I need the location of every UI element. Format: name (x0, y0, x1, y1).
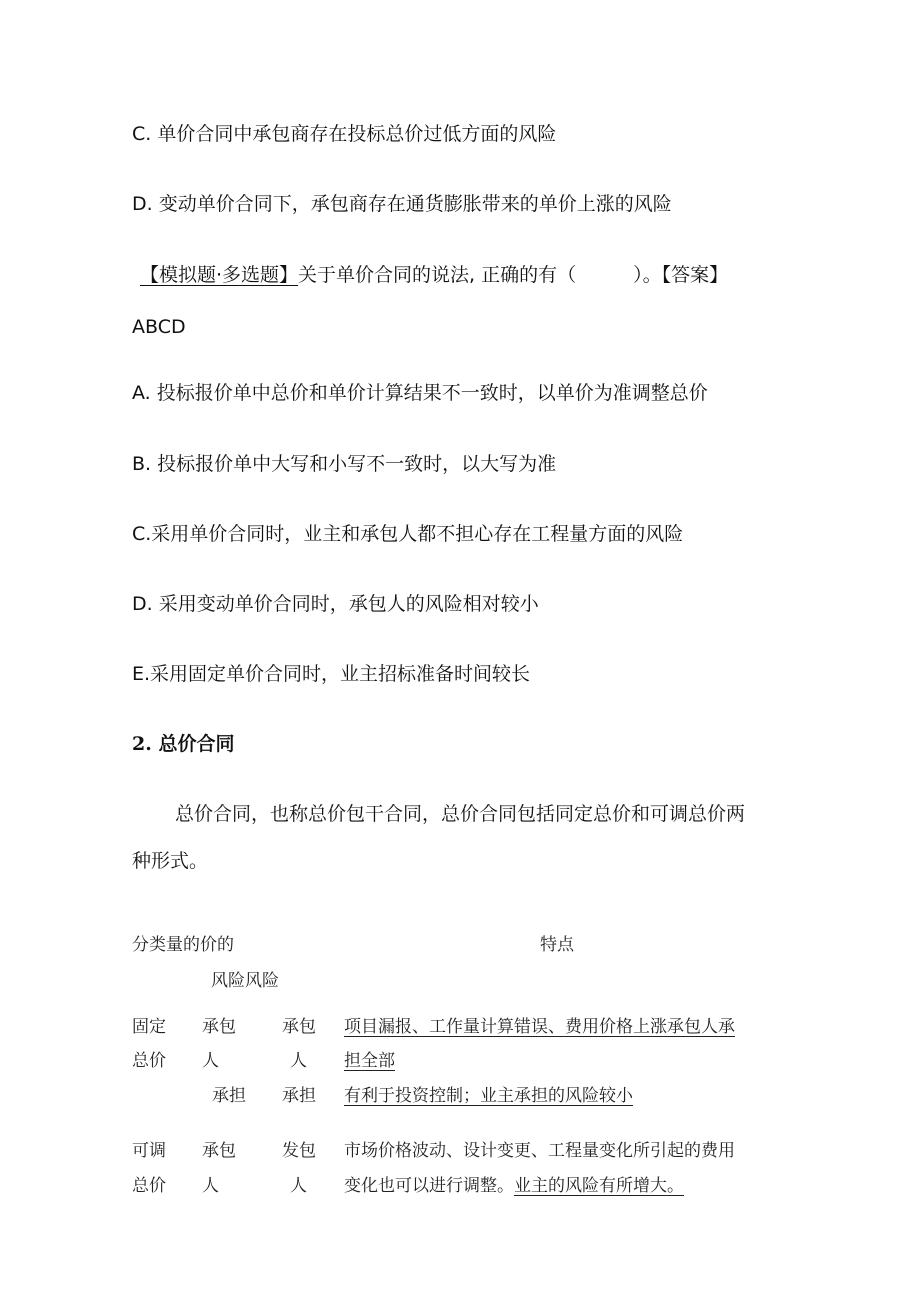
row2-feature-line2 (344, 1175, 684, 1197)
row2-colB-line1: 发包 (282, 1141, 316, 1161)
row2-colA-line1: 承包 (202, 1141, 236, 1161)
row1-colB-line1: 承包 (282, 1017, 316, 1037)
section-para-line1: 总价合同，也称总价包干合同，总价合同包括同定总价和可调总价两 (175, 803, 746, 825)
table-header-col1-line1: 分类量的价的 (132, 935, 234, 955)
row1-feature-line2: 担全部 (344, 1051, 395, 1071)
row2-colA-line2: 人 (202, 1176, 219, 1196)
option-b: B. 投标报价单中大写和小写不一致时，以大写为准 (132, 453, 557, 475)
row1-colA-line1: 承包 (202, 1017, 236, 1037)
table-header-col1-line2: 风险风险 (211, 971, 279, 991)
row2-type-line2: 总价 (132, 1176, 166, 1196)
row2-type-line1: 可调 (132, 1141, 166, 1161)
option-c: C.采用单价合同时，业主和承包人都不担心存在工程量方面的风险 (132, 523, 684, 545)
row2-feature-line1: 市场价格波动、设计变更、工程量变化所引起的费用 (344, 1141, 735, 1161)
row1-colA-line2: 人 (202, 1051, 219, 1071)
row2-colB-line2: 人 (290, 1176, 307, 1196)
row1-feature-line3: 有利于投资控制；业主承担的风险较小 (344, 1086, 633, 1106)
row1-colB-line3: 承担 (282, 1086, 316, 1106)
section-heading: 2. 总价合同 (132, 733, 235, 755)
question-stem (140, 262, 728, 288)
section-para-line2: 种形式。 (132, 850, 209, 872)
row1-type-line1: 固定 (132, 1017, 166, 1037)
row2-feature-line2-plain: 变化也可以进行调整。 (344, 1176, 514, 1196)
question-tag: 【模拟题·多选题】 (140, 264, 299, 286)
option-d: D. 采用变动单价合同时，承包人的风险相对较小 (132, 593, 539, 615)
row2-feature-line2-underlined: 业主的风险有所增大。 (514, 1176, 684, 1196)
question-text: 关于单价合同的说法, 正确的有（ ）。【答案】 (298, 264, 729, 286)
row1-type-line2: 总价 (132, 1051, 166, 1071)
option-d-prev: D. 变动单价合同下，承包商存在通货膨胀带来的单价上涨的风险 (132, 193, 672, 215)
row1-feature-line1: 项目漏报、工作量计算错误、费用价格上涨承包人承 (344, 1017, 735, 1037)
row1-colB-line2: 人 (290, 1051, 307, 1071)
option-c-prev: C. 单价合同中承包商存在投标总价过低方面的风险 (132, 123, 557, 145)
option-e: E.采用固定单价合同时，业主招标准备时间较长 (132, 663, 531, 685)
option-a: A. 投标报价单中总价和单价计算结果不一致时，以单价为准调整总价 (132, 382, 708, 404)
row1-colA-line3: 承担 (212, 1086, 246, 1106)
table-header-features: 特点 (540, 935, 574, 955)
question-answer: ABCD (132, 316, 186, 338)
